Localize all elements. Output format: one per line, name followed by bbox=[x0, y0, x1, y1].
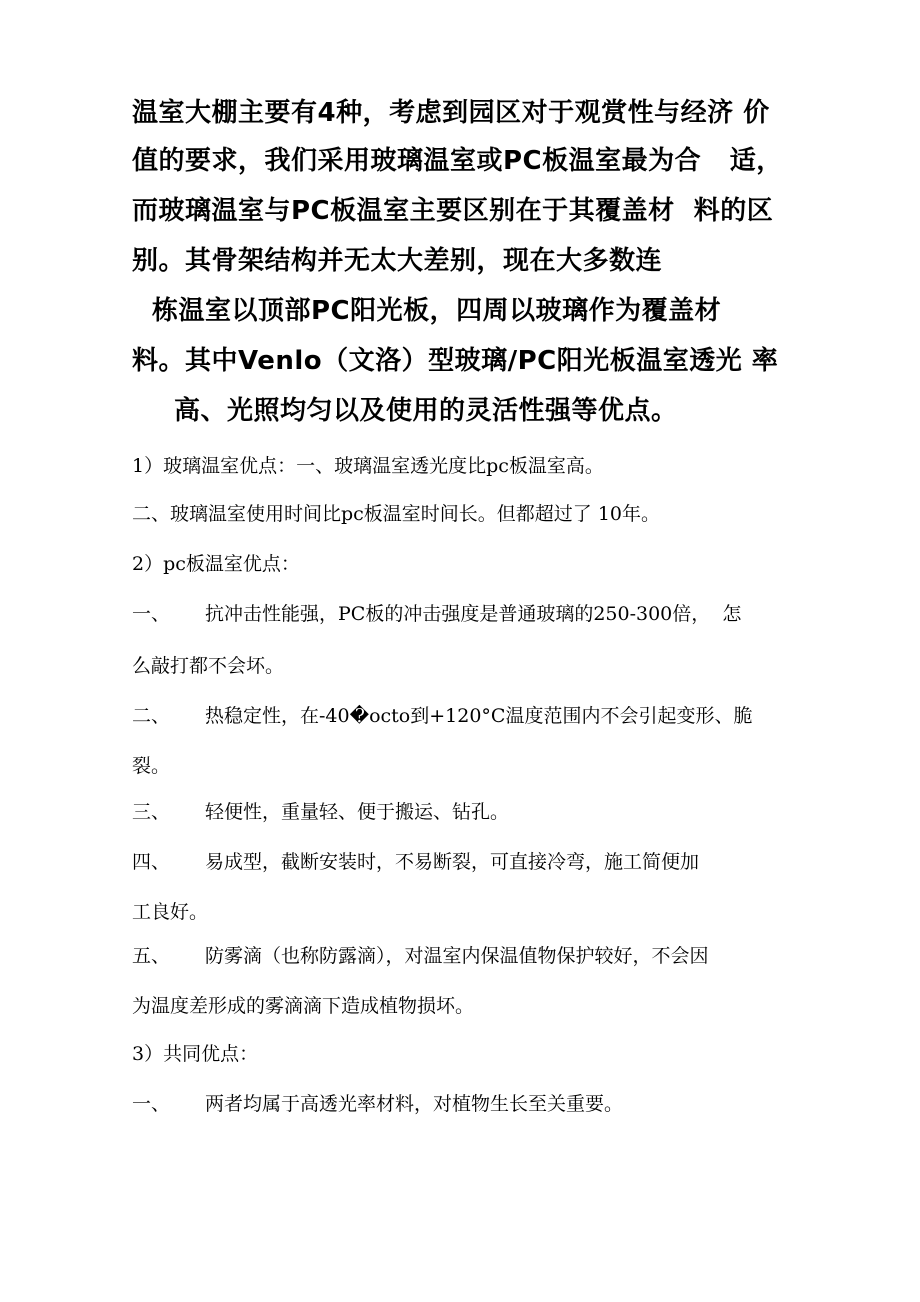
pc-item-3-line-1: 轻便性，重量轻、便于搬运、钻孔。 bbox=[205, 801, 510, 823]
pc-item-2-line-2: 裂。 bbox=[132, 755, 171, 777]
pc-item-1-marker: 一、 bbox=[132, 603, 171, 625]
intro-line-7: 高、光照均匀以及使用的灵活性强等优点。 bbox=[174, 396, 678, 426]
pc-item-2-line-1: 热稳定性，在-40�octo到+120°C温度范围内不会引起变形、脆 bbox=[205, 705, 753, 727]
intro-line-2: 值的要求，我们采用玻璃温室或PC板温室最为合 适， bbox=[132, 146, 783, 176]
pc-item-5-marker: 五、 bbox=[132, 945, 171, 967]
common-advantages-heading: 3）共同优点： bbox=[132, 1043, 259, 1065]
pc-item-4-line-1: 易成型，截断安装时，不易断裂，可直接冷弯，施工简便加 bbox=[205, 851, 700, 873]
intro-line-1: 温室大棚主要有4种，考虑到园区对于观赏性与经济 价 bbox=[132, 98, 770, 128]
intro-line-4: 别。其骨架结构并无太大差别，现在大多数连 bbox=[132, 246, 663, 276]
glass-advantages-line-2: 二、玻璃温室使用时间比pc板温室时间长。但都超过了 10年。 bbox=[132, 503, 661, 525]
pc-advantages-heading: 2）pc板温室优点： bbox=[132, 553, 300, 575]
pc-item-5-line-2: 为温度差形成的雾滴滴下造成植物损坏。 bbox=[132, 995, 475, 1017]
pc-item-4-marker: 四、 bbox=[132, 851, 171, 873]
pc-item-1-line-2: 么敲打都不会坏。 bbox=[132, 655, 285, 677]
intro-line-5: 栋温室以顶部PC阳光板，四周以玻璃作为覆盖材 bbox=[152, 296, 722, 326]
pc-item-5-line-1: 防雾滴（也称防露滴），对温室内保温值物保护较好，不会因 bbox=[205, 945, 709, 967]
pc-item-4-line-2: 工良好。 bbox=[132, 901, 209, 923]
pc-item-2-marker: 二、 bbox=[132, 705, 171, 727]
pc-item-3-marker: 三、 bbox=[132, 801, 171, 823]
common-item-1-marker: 一、 bbox=[132, 1093, 171, 1115]
pc-item-1-line-1: 抗冲击性能强，PC板的冲击强度是普通玻璃的250-300倍， 怎 bbox=[205, 603, 742, 625]
intro-line-3: 而玻璃温室与PC板温室主要区别在于其覆盖材 料的区 bbox=[132, 196, 774, 226]
common-item-1-line-1: 两者均属于高透光率材料，对植物生长至关重要。 bbox=[205, 1093, 624, 1115]
intro-line-6: 料。其中Venlo（文洛）型玻璃/PC阳光板温室透光 率 bbox=[132, 346, 779, 376]
glass-advantages-heading: 1）玻璃温室优点：一、玻璃温室透光度比pc板温室高。 bbox=[132, 455, 604, 477]
